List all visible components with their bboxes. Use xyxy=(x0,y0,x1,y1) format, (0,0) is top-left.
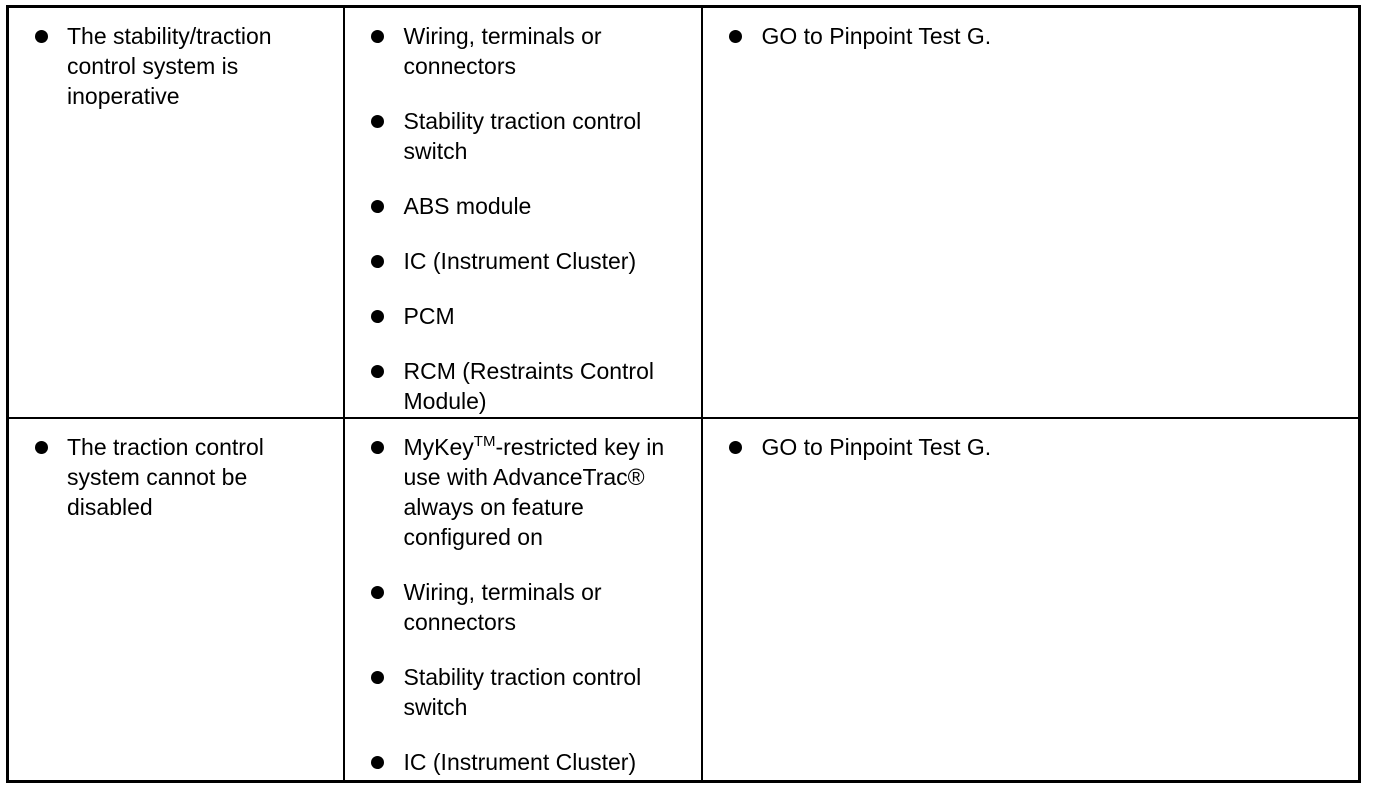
list-item xyxy=(404,191,697,221)
possible-sources-list xyxy=(345,8,701,416)
list-item xyxy=(67,21,333,111)
list-item xyxy=(404,246,697,276)
bullet-icon xyxy=(371,365,384,378)
list-item xyxy=(404,106,697,166)
bullet-icon xyxy=(729,30,742,43)
bullet-icon xyxy=(371,671,384,684)
bullet-icon xyxy=(371,200,384,213)
source-text: IC (Instrument Cluster) xyxy=(403,248,637,274)
action-cell xyxy=(702,7,1360,419)
source-text: Wiring, terminals or connectors xyxy=(403,23,602,79)
symptom-text: The traction control system cannot be disabled xyxy=(67,434,264,520)
symptom-text: The stability/traction control system is inoperative xyxy=(67,23,272,109)
list-item xyxy=(404,662,697,722)
symptom-chart-table xyxy=(6,5,1361,783)
source-text: IC (Instrument Cluster) xyxy=(403,749,637,775)
symptom-cell xyxy=(8,7,344,419)
table-row xyxy=(8,418,1360,782)
action-cell xyxy=(702,418,1360,782)
list-item xyxy=(762,21,1349,51)
list-item xyxy=(404,21,697,81)
table-row xyxy=(8,7,1360,419)
symptom-list xyxy=(9,419,343,522)
source-text: Wiring, terminals or connectors xyxy=(403,579,602,635)
possible-sources-cell xyxy=(344,418,702,782)
bullet-icon xyxy=(371,115,384,128)
source-text-prefix: MyKey xyxy=(403,434,474,460)
list-item xyxy=(404,432,697,552)
symptom-list xyxy=(9,8,343,111)
list-item xyxy=(404,356,697,416)
list-item xyxy=(762,432,1349,462)
source-text: ABS module xyxy=(403,193,532,219)
action-list xyxy=(703,419,1359,462)
bullet-icon xyxy=(371,310,384,323)
possible-sources-list xyxy=(345,419,701,777)
bullet-icon xyxy=(35,441,48,454)
bullet-icon xyxy=(729,441,742,454)
list-item xyxy=(67,432,333,522)
action-list xyxy=(703,8,1359,51)
source-text: Stability traction control switch xyxy=(403,664,642,720)
source-text: PCM xyxy=(403,303,455,329)
list-item xyxy=(404,747,697,777)
bullet-icon xyxy=(371,255,384,268)
bullet-icon xyxy=(35,30,48,43)
source-text-suffix: -restricted key in use with AdvanceTrac® always on feature configured on xyxy=(403,434,665,550)
source-text: Stability traction control switch xyxy=(403,108,642,164)
bullet-icon xyxy=(371,30,384,43)
bullet-icon xyxy=(371,586,384,599)
bullet-icon xyxy=(371,441,384,454)
action-text: GO to Pinpoint Test G. xyxy=(761,23,992,49)
trademark-superscript: TM xyxy=(473,433,496,450)
bullet-icon xyxy=(371,756,384,769)
source-text: RCM (Restraints Control Module) xyxy=(403,358,654,414)
symptom-cell xyxy=(8,418,344,782)
possible-sources-cell xyxy=(344,7,702,419)
list-item xyxy=(404,301,697,331)
action-text: GO to Pinpoint Test G. xyxy=(761,434,992,460)
list-item xyxy=(404,577,697,637)
